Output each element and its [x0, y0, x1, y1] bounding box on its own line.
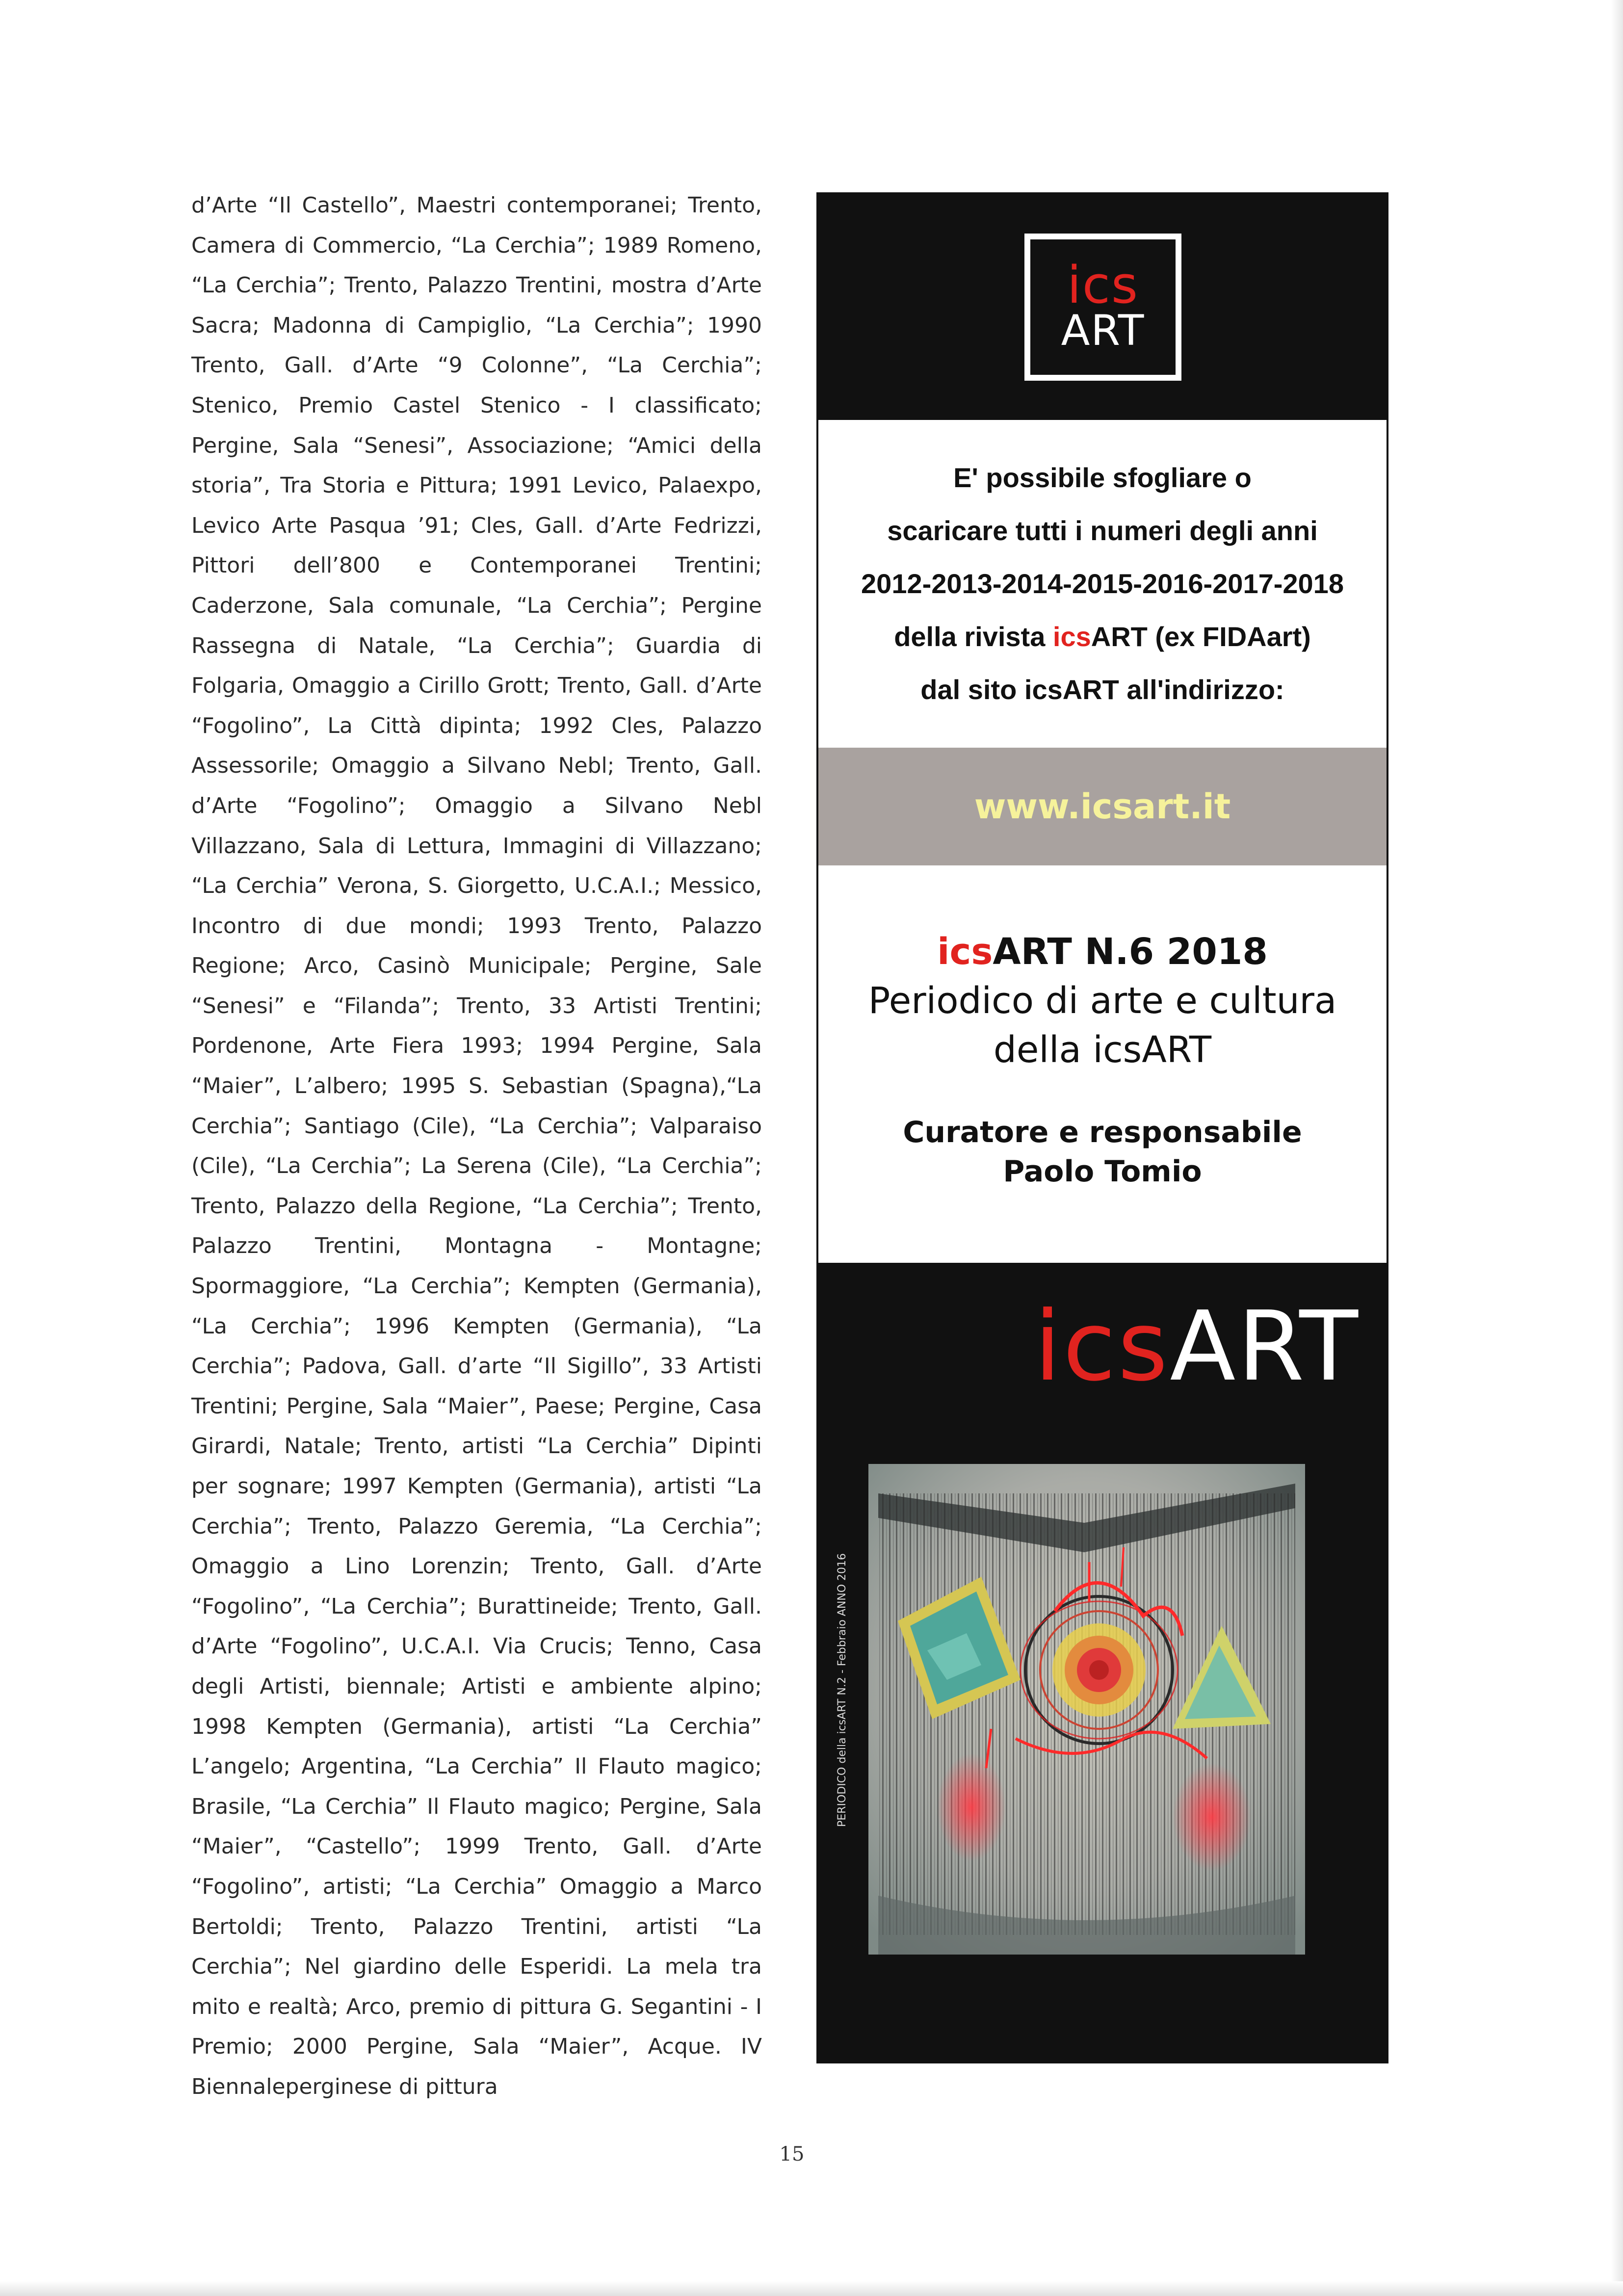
issue-title-rest: ART N.6 2018: [993, 931, 1268, 973]
issue-title: [818, 927, 1387, 976]
curator-name: Paolo Tomio: [1003, 1154, 1202, 1189]
ad-cover-section: [818, 1263, 1387, 2063]
ad-info-section: [818, 420, 1387, 748]
icsart-advertisement: [816, 192, 1388, 2063]
big-logo-ics: ics: [1034, 1291, 1170, 1403]
article-body-text: d’Arte “Il Castello”, Maestri contemporanei; Trento, Camera di Commercio, “La Cerchia”; 1989 Romeno, “La Cerchia”; Trento, Palazzo Trentini, mostra d’Arte Sacra; Madonna di Campiglio, “La Cerchia”; 1990 Trento, Gall. d’Arte “9 Colonne”, “La Cerchia”; Stenico, Premio Castel Stenico - I classificato; Pergine, Sala “Senesi”, Associazione; “Amici della storia”, Tra Storia e Pittura; 1991 Levico, Palaexpo, Levico Arte Pasqua ’91; Cles, Gall. d’Arte Fedrizzi, Pittori dell’800 e Contemporanei Trentini; Caderzone, Sala comunale, “La Cerchia”; Pergine Rassegna di Natale, “La Cerchia”; Guardia di Folgaria, Omaggio a Cirillo Grott; Trento, Gall. d’Arte “Fogolino”, La Città dipinta; 1992 Cles, Palazzo Assessorile; Omaggio a Silvano Nebl; Trento, Gall. d’Arte “Fogolino”; Omaggio a Silvano Nebl Villazzano, Sala di Lettura, Immagini di Villazzano; “La Cerchia” Verona, S. Giorgetto, U.C.A.I.; Messico, Incontro di due mondi; 1993 Trento, Palazzo Regione; Arco, Casinò Municipale; Pergine, Sale “Senesi” e “Filanda”; Trento, 33 Artisti Trentini; Pordenone, Arte Fiera 1993; 1994 Pergine, Sala “Maier”, L’albero; 1995 S. Sebastian (Spagna),“La Cerchia”; Santiago (Cile), “La Cerchia”; Valparaiso (Cile), “La Cerchia”; La Serena (Cile), “La Cerchia”; Trento, Palazzo della Regione, “La Cerchia”; Trento, Palazzo Trentini, Montagna - Montagne; Spormaggiore, “La Cerchia”; Kempten (Germania), “La Cerchia”; 1996 Kempten (Germania), “La Cerchia”; Padova, Gall. d’arte “Il Sigillo”, 33 Artisti Trentini; Pergine, Sala “Maier”, Paese; Pergine, Casa Girardi, Natale; Trento, artisti “La Cerchia” Dipinti per sognare; 1997 Kempten (Germania), artisti “La Cerchia”; Trento, Palazzo Geremia, “La Cerchia”; Omaggio a Lino Lorenzin; Trento, Gall. d’Arte “Fogolino”, “La Cerchia”; Burattineide; Trento, Gall. d’Arte “Fogolino”, U.C.A.I. Via Crucis; Tenno, Casa degli Artisti, biennale; Artisti e ambiente alpino; 1998 Kempten (Germania), artisti “La Cerchia” L’angelo; Argentina, “La Cerchia” Il Flauto magico; Brasile, “La Cerchia” Il Flauto magico; Pergine, Sala “Maier”, “Castello”; 1999 Trento, Gall. d’Arte “Fogolino”, artisti; “La Cerchia” Omaggio a Marco Bertoldi; Trento, Palazzo Trentini, artisti “La Cerchia”; Nel giardino delle Esperidi. La mela tra mito e realtà; Arco, premio di pittura G. Segantini - I Premio; 2000 Pergine, Sala “Maier”, Acque. IV Biennaleperginese di pittura: [191, 193, 762, 2099]
info-line-2: scaricare tutti i numeri degli anni: [887, 515, 1318, 546]
ad-issue-section: [818, 865, 1387, 1263]
vertical-caption-text: PERIODICO della icsART N.2 - Febbraio ANNO 2016: [836, 1553, 848, 1827]
icsart-logo: [1024, 234, 1181, 381]
page-bottom-edge: [0, 2281, 1623, 2296]
issue-subtitle-1: Periodico di arte e cultura: [868, 980, 1337, 1022]
info-line-1: E' possibile sfogliare o: [953, 462, 1252, 493]
info-line-4-suffix: ART (ex FIDAart): [1091, 621, 1311, 652]
info-line-years: 2012-2013-2014-2015-2016-2017-2018: [861, 568, 1344, 599]
logo-art-text: ART: [1061, 306, 1145, 355]
curator-label: Curatore e responsabile: [903, 1115, 1302, 1149]
page-number: 15: [779, 2143, 805, 2166]
website-url[interactable]: www.icsart.it: [818, 748, 1387, 865]
big-icsart-logo: [818, 1290, 1360, 1403]
cover-painting: [868, 1464, 1305, 1955]
issue-title-red: ics: [937, 931, 993, 973]
big-logo-art: ART: [1170, 1291, 1360, 1403]
page-edge: [1611, 0, 1623, 2296]
info-line-5: dal sito icsART all'indirizzo:: [920, 674, 1284, 705]
info-line-4-prefix: della rivista: [894, 621, 1053, 652]
info-line-4: [894, 610, 1311, 663]
logo-ics-text: ics: [1067, 255, 1139, 315]
issue-subtitle-2: della icsART: [993, 1029, 1212, 1071]
ad-logo-section: [818, 194, 1387, 420]
info-brand-red: ics: [1052, 621, 1091, 652]
